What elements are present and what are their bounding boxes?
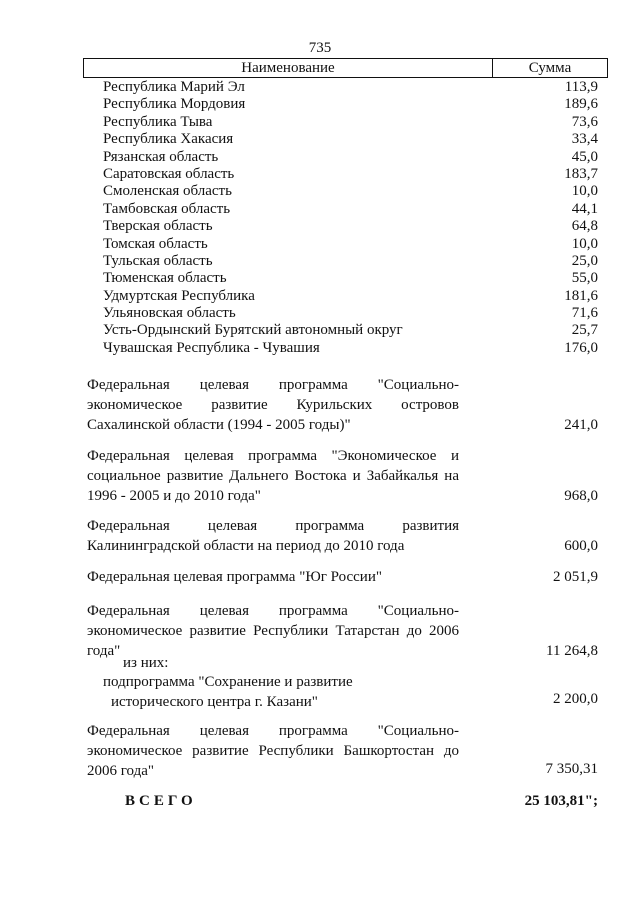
table-row — [103, 270, 598, 287]
total-label: ВСЕГО — [125, 793, 197, 809]
program-value: 2 051,9 — [553, 569, 598, 585]
subprogram-text — [103, 672, 403, 712]
program-tatarstan — [87, 601, 598, 661]
table-row — [103, 253, 598, 270]
region-name: Тюменская область — [103, 270, 227, 287]
subprogram-kazan — [103, 672, 598, 712]
program-south — [87, 567, 598, 587]
region-value: 176,0 — [564, 339, 598, 356]
header-sum: Сумма — [528, 60, 572, 76]
region-name: Смоленская область — [103, 183, 232, 200]
program-line: Федеральная целевая программа "Экономическое и — [87, 448, 459, 464]
region-value: 113,9 — [564, 79, 598, 95]
program-value: 11 264,8 — [546, 643, 598, 659]
program-text — [87, 721, 459, 781]
program-line: года" — [87, 643, 121, 659]
region-value: 71,6 — [571, 305, 598, 322]
region-name: Тверская область — [103, 218, 213, 235]
region-value: 64,8 — [571, 218, 598, 235]
header-name: Наименование — [84, 59, 493, 77]
program-line: 2006 года" — [87, 763, 155, 779]
subprogram-line: исторического центра г. Казани" — [111, 694, 318, 710]
table-row — [103, 114, 598, 131]
region-name: Республика Тыва — [103, 113, 213, 130]
region-name: Саратовская область — [103, 165, 235, 182]
table-row — [103, 201, 598, 218]
region-name: Ульяновская область — [103, 305, 236, 322]
subprogram-label: из них: — [123, 655, 169, 671]
program-line: Федеральная целевая программа развития — [87, 518, 459, 534]
program-kaliningrad — [87, 516, 598, 556]
program-line: Федеральная целевая программа "Социально- — [87, 603, 459, 619]
program-line: социальное развитие Дальнего Востока и Забайкалья на — [87, 468, 459, 484]
region-value: 10,0 — [571, 183, 598, 200]
table-row — [103, 149, 598, 166]
region-value: 25,0 — [571, 252, 598, 269]
program-line: Федеральная целевая программа "Социально- — [87, 723, 459, 739]
program-line: 1996 - 2005 и до 2010 года" — [87, 488, 261, 504]
region-value: 73,6 — [571, 113, 598, 130]
region-value: 44,1 — [571, 200, 598, 217]
page-number: 735 — [308, 40, 332, 56]
region-value: 183,7 — [564, 165, 598, 182]
program-value: 241,0 — [564, 417, 598, 433]
table-row — [103, 236, 598, 253]
region-name: Рязанская область — [103, 148, 219, 165]
table-row — [103, 79, 598, 96]
program-value: 7 350,31 — [545, 761, 598, 777]
region-name: Тульская область — [103, 252, 213, 269]
region-value: 33,4 — [571, 131, 598, 148]
region-name: Республика Марий Эл — [103, 79, 245, 95]
program-line: Федеральная целевая программа "Социально- — [87, 377, 459, 393]
program-text — [87, 516, 459, 556]
program-value: 600,0 — [564, 538, 598, 554]
program-text — [87, 601, 459, 661]
region-name: Удмуртская Республика — [103, 287, 255, 304]
program-line: Сахалинской области (1994 - 2005 годы)" — [87, 417, 351, 433]
table-row — [103, 166, 598, 183]
table-row — [103, 340, 598, 357]
table-row — [103, 288, 598, 305]
region-name: Тамбовская область — [103, 200, 231, 217]
region-value: 189,6 — [564, 96, 598, 113]
table-row — [103, 131, 598, 148]
program-line: Федеральная целевая программа "Юг России" — [87, 569, 382, 585]
total-value: 25 103,81"; — [524, 793, 598, 809]
program-far-east — [87, 446, 598, 506]
program-kuril — [87, 375, 598, 435]
region-value: 55,0 — [571, 270, 598, 287]
region-name: Республика Мордовия — [103, 96, 246, 113]
region-name: Усть-Ордынский Бурятский автономный округ — [103, 322, 403, 339]
program-line: экономическое развитие Республики Башкортостан до — [87, 743, 459, 759]
region-value: 10,0 — [571, 235, 598, 252]
program-text — [87, 567, 459, 587]
program-text — [87, 375, 459, 435]
program-line: Калининградской области на период до 2010 года — [87, 538, 405, 554]
table-header — [83, 58, 608, 78]
region-name: Томская область — [103, 235, 208, 252]
program-value: 968,0 — [564, 488, 598, 504]
program-line: экономическое развитие Республики Татарстан до 2006 — [87, 623, 459, 639]
table-row — [103, 305, 598, 322]
region-value: 45,0 — [571, 148, 598, 165]
table-row — [103, 218, 598, 235]
program-bashkortostan — [87, 721, 598, 781]
region-value: 25,7 — [571, 322, 598, 339]
region-list — [103, 79, 598, 357]
region-name: Республика Хакасия — [103, 131, 234, 148]
table-row — [103, 322, 598, 339]
region-value: 181,6 — [564, 287, 598, 304]
subprogram-line: подпрограмма "Сохранение и развитие — [103, 674, 353, 690]
table-row — [103, 183, 598, 200]
table-row — [103, 96, 598, 113]
region-name: Чувашская Республика - Чувашия — [103, 339, 320, 356]
program-line: экономическое развитие Курильских островов — [87, 397, 459, 413]
subprogram-value: 2 200,0 — [553, 691, 598, 707]
program-text — [87, 446, 459, 506]
